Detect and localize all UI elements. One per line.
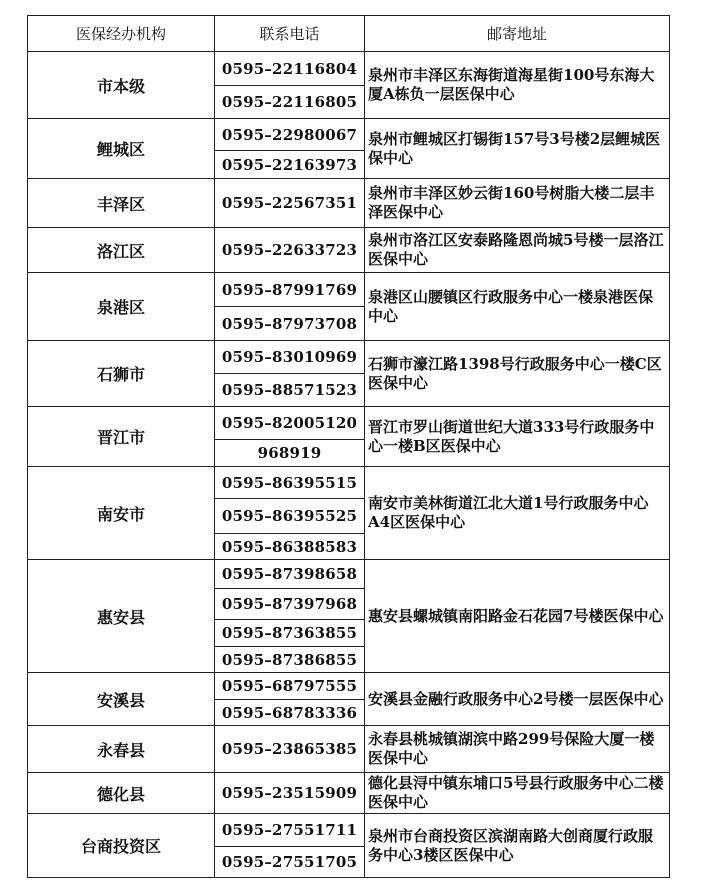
table-row bbox=[28, 726, 670, 773]
table-row bbox=[28, 407, 670, 440]
phone-number: 0595–27551711 bbox=[215, 814, 365, 847]
mailing-address: 泉州市台商投资区滨湖南路大创商厦行政服务中心3楼区医保中心 bbox=[365, 814, 670, 878]
phone-number: 0595–83010969 bbox=[215, 341, 365, 374]
office-name: 台商投资区 bbox=[28, 814, 215, 878]
table-row bbox=[28, 814, 670, 847]
mailing-address: 石狮市濠江路1398号行政服务中心一楼C区医保中心 bbox=[365, 341, 670, 407]
phone-number: 0595–87991769 bbox=[215, 273, 365, 307]
mailing-address: 泉州市鲤城区打锡街157号3号楼2层鲤城医保中心 bbox=[365, 119, 670, 179]
table-row bbox=[28, 467, 670, 499]
office-name: 永春县 bbox=[28, 726, 215, 773]
mailing-address: 惠安县螺城镇南阳路金石花园7号楼医保中心 bbox=[365, 560, 670, 673]
table-row bbox=[28, 673, 670, 700]
phone-number: 0595–22567351 bbox=[215, 179, 365, 228]
office-name: 晋江市 bbox=[28, 407, 215, 467]
mailing-address: 南安市美林街道江北大道1号行政服务中心A4区医保中心 bbox=[365, 467, 670, 560]
mailing-address: 安溪县金融行政服务中心2号楼一层医保中心 bbox=[365, 673, 670, 726]
office-name: 德化县 bbox=[28, 773, 215, 814]
phone-number: 0595–86388583 bbox=[215, 534, 365, 560]
phone-number: 0595–22116805 bbox=[215, 86, 365, 119]
phone-number: 0595–27551705 bbox=[215, 847, 365, 878]
mailing-address: 永春县桃城镇湖滨中路299号保险大厦一楼医保中心 bbox=[365, 726, 670, 773]
phone-number: 0595–68797555 bbox=[215, 673, 365, 700]
office-name: 泉港区 bbox=[28, 273, 215, 341]
header-org: 医保经办机构 bbox=[28, 16, 215, 52]
phone-number: 0595–87398658 bbox=[215, 560, 365, 589]
office-name: 鲤城区 bbox=[28, 119, 215, 179]
phone-number: 0595–68783336 bbox=[215, 700, 365, 726]
insurance-office-table bbox=[27, 15, 670, 878]
phone-number: 0595–86395525 bbox=[215, 499, 365, 534]
phone-number: 0595–22163973 bbox=[215, 151, 365, 179]
office-name: 石狮市 bbox=[28, 341, 215, 407]
phone-number: 0595–22980067 bbox=[215, 119, 365, 151]
phone-number: 0595–82005120 bbox=[215, 407, 365, 440]
table-row bbox=[28, 341, 670, 374]
phone-number: 0595–86395515 bbox=[215, 467, 365, 499]
mailing-address: 泉港区山腰镇区行政服务中心一楼泉港医保中心 bbox=[365, 273, 670, 341]
header-phone: 联系电话 bbox=[215, 16, 365, 52]
table-row bbox=[28, 119, 670, 151]
phone-number: 0595–87386855 bbox=[215, 647, 365, 673]
phone-number: 968919 bbox=[215, 440, 365, 467]
phone-number: 0595–23515909 bbox=[215, 773, 365, 814]
office-name: 洛江区 bbox=[28, 228, 215, 273]
phone-number: 0595–23865385 bbox=[215, 726, 365, 773]
table-row bbox=[28, 179, 670, 228]
table-row bbox=[28, 228, 670, 273]
office-name: 南安市 bbox=[28, 467, 215, 560]
phone-number: 0595–22633723 bbox=[215, 228, 365, 273]
office-name: 丰泽区 bbox=[28, 179, 215, 228]
mailing-address: 泉州市丰泽区妙云街160号树脂大楼二层丰泽医保中心 bbox=[365, 179, 670, 228]
phone-number: 0595–87973708 bbox=[215, 307, 365, 341]
phone-number: 0595–88571523 bbox=[215, 374, 365, 407]
office-name: 惠安县 bbox=[28, 560, 215, 673]
mailing-address: 晋江市罗山街道世纪大道333号行政服务中心一楼B区医保中心 bbox=[365, 407, 670, 467]
header-row bbox=[28, 16, 670, 52]
header-address: 邮寄地址 bbox=[365, 16, 670, 52]
mailing-address: 泉州市丰泽区东海街道海星街100号东海大厦A栋负一层医保中心 bbox=[365, 52, 670, 119]
office-name: 市本级 bbox=[28, 52, 215, 119]
phone-number: 0595–87363855 bbox=[215, 620, 365, 647]
phone-number: 0595–87397968 bbox=[215, 589, 365, 620]
table-body bbox=[28, 52, 670, 878]
mailing-address: 德化县浔中镇东埔口5号县行政服务中心二楼医保中心 bbox=[365, 773, 670, 814]
office-name: 安溪县 bbox=[28, 673, 215, 726]
table-row bbox=[28, 52, 670, 86]
table-row bbox=[28, 560, 670, 589]
table-row bbox=[28, 773, 670, 814]
phone-number: 0595–22116804 bbox=[215, 52, 365, 86]
table-row bbox=[28, 273, 670, 307]
mailing-address: 泉州市洛江区安泰路隆恩尚城5号楼一层洛江医保中心 bbox=[365, 228, 670, 273]
